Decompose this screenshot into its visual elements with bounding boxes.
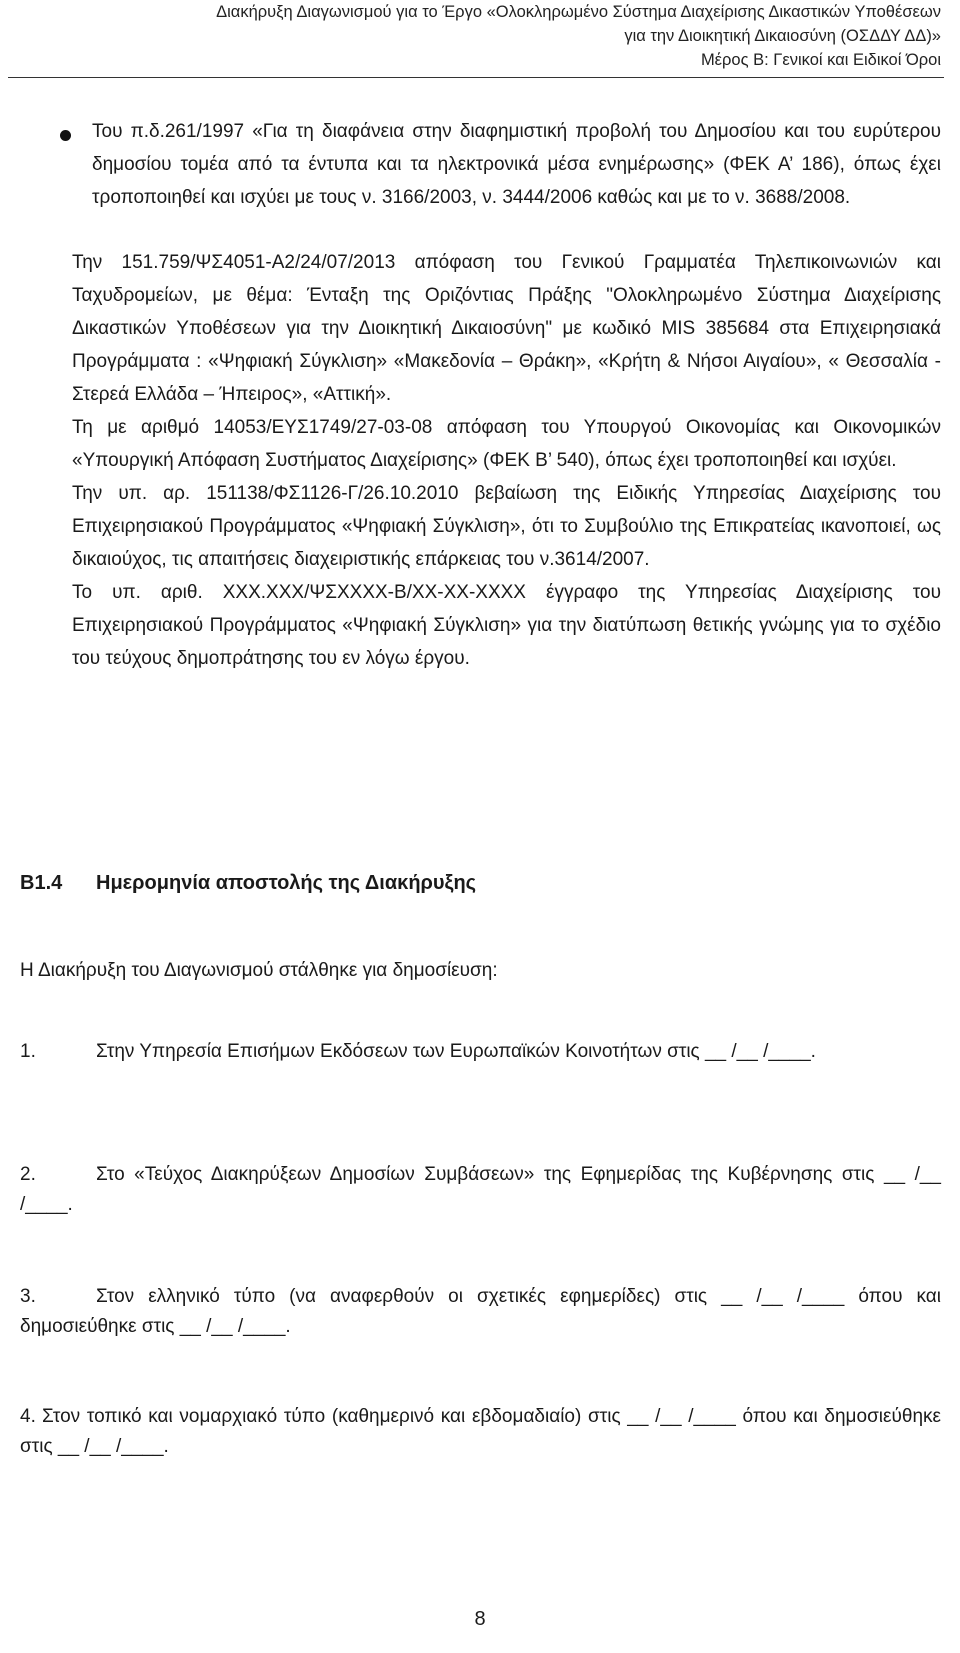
publication-number: 4.	[20, 1406, 36, 1427]
publication-content: Στο «Τεύχος Διακηρύξεων Δημοσίων Συμβάσεων» της Εφημερίδας της Κυβέρνησης στις __ /__ /____.	[20, 1164, 941, 1215]
publication-item	[20, 1037, 941, 1067]
publication-item	[20, 1282, 941, 1342]
publication-number: 1.	[20, 1041, 36, 1062]
bullet-text: Του π.δ.261/1997 «Για τη διαφάνεια στην διαφημιστική προβολή του Δημοσίου και του ευρύτερου δημοσίου τομέα από τα έντυπα και τα ηλεκτρονικά μέσα ενημέρωσης» (ΦΕΚ Α’ 186), όπως έχει τροποποιηθεί και ισχύει με τους ν. 3166/2003, ν. 3444/2006 καθώς και με το ν. 3688/2008.	[92, 121, 941, 208]
header-part-title: Μέρος Β: Γενικοί και Ειδικοί Όροι	[700, 51, 941, 69]
bullet-paragraph	[20, 115, 941, 214]
publication-content: Στον τοπικό και νομαρχιακό τύπο (καθημερινό και εβδομαδιαίο) στις __ /__ /____ όπου και δημοσιεύθηκε στις __ /__ /____.	[20, 1406, 941, 1457]
list-item-text: Την υπ. αρ. 151138/ΦΣ1126-Γ/26.10.2010 βεβαίωση της Ειδικής Υπηρεσίας Διαχείρισης του Επιχειρησιακού Προγράμματος «Ψηφιακή Σύγκλιση», ότι το Συμβούλιο της Επικρατείας ικανοποιεί, ως δικαιούχος, τις απαιτήσεις διαχειριστικής επάρκειας του ν.3614/2007.	[72, 483, 941, 570]
list-item	[20, 576, 941, 675]
page-header	[20, 0, 941, 72]
header-title-line-2: για την Διοικητική Δικαιοσύνη (ΟΣΔΔΥ ΔΔ)»	[624, 27, 941, 45]
publication-content: Στην Υπηρεσία Επισήμων Εκδόσεων των Ευρωπαϊκών Κοινοτήτων στις __ /__ /____.	[96, 1041, 816, 1062]
publication-text	[20, 1037, 941, 1067]
publication-text	[20, 1160, 941, 1220]
publication-number: 2.	[20, 1164, 36, 1185]
publication-item	[20, 1160, 941, 1220]
section-title: Ημερομηνία αποστολής της Διακήρυξης	[96, 872, 477, 894]
publication-number: 3.	[20, 1286, 36, 1307]
intro-text: Η Διακήρυξη του Διαγωνισμού στάλθηκε για δημοσίευση:	[20, 960, 498, 981]
list-item-number	[20, 246, 72, 279]
publication-item	[20, 1402, 941, 1462]
publication-text	[20, 1402, 941, 1462]
list-item-text: Τη με αριθμό 14053/ΕΥΣ1749/27-03-08 απόφαση του Υπουργού Οικονομίας και Οικονομικών «Υπουργική Απόφαση Συστήματος Διαχείρισης» (ΦΕΚ Β’ 540), όπως έχει τροποποιηθεί και ισχύει.	[72, 417, 941, 471]
list-item-number	[20, 477, 72, 510]
list-item-text: Το υπ. αριθ. XXX.XXX/ΨΣXXXX-Β/XX-XX-XXXX έγγραφο της Υπηρεσίας Διαχείρισης του Επιχειρησιακού Προγράμματος «Ψηφιακή Σύγκλιση» για την διατύπωση θετικής γνώμης για το σχέδιο του τεύχους δημοπράτησης του εν λόγω έργου.	[72, 582, 941, 669]
section-heading	[20, 868, 476, 898]
page-number: 8	[474, 1608, 486, 1630]
list-item-number	[20, 411, 72, 444]
publication-content: Στον ελληνικό τύπο (να αναφερθούν οι σχετικές εφημερίδες) στις __ /__ /____ όπου και δημοσιεύθηκε στις __ /__ /____.	[20, 1286, 941, 1337]
header-title-line-1: Διακήρυξη Διαγωνισμού για το Έργο «Ολοκληρωμένο Σύστημα Διαχείρισης Δικαστικών Υποθέσεων	[216, 3, 941, 21]
publication-text	[20, 1282, 941, 1342]
list-item	[20, 411, 941, 477]
list-item	[20, 246, 941, 411]
header-divider	[8, 77, 944, 78]
list-item-text: Την 151.759/ΨΣ4051-Α2/24/07/2013 απόφαση του Γενικού Γραμματέα Τηλεπικοινωνιών και Ταχυδρομείων, με θέμα: Ένταξη της Οριζόντιας Πράξης "Ολοκληρωμένο Σύστημα Διαχείρισης Δικαστικών Υποθέσεων για την Διοικητική Δικαιοσύνη" με κωδικό MIS 385684 στα Επιχειρησιακά Προγράμματα : «Ψηφιακή Σύγκλιση» «Μακεδονία – Θράκη», «Κρήτη & Νήσοι Αιγαίου», « Θεσσαλία - Στερεά Ελλάδα – Ήπειρος», «Αττική».	[72, 252, 941, 405]
list-item-number	[20, 576, 72, 609]
list-item	[20, 477, 941, 576]
numbered-list	[20, 246, 941, 675]
section-number: Β1.4	[20, 872, 63, 894]
